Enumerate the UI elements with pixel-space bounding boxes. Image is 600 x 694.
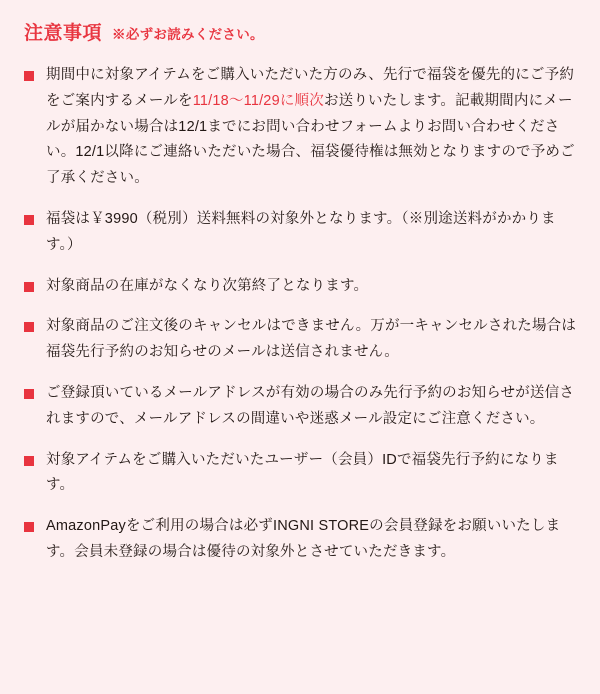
list-item [22, 274, 578, 300]
list-item-text [46, 274, 578, 300]
highlighted-text: 11/18〜11/29に順次 [192, 92, 324, 109]
notice-list [22, 63, 578, 566]
body-text: 福袋は￥3990（税別）送料無料の対象外となります。（※別途送料がかかります。） [46, 210, 556, 253]
body-text: 期間中に対象アイテムをご購入いただいた方のみ、先行で福袋を優先的にご予約をご案内するメールを [46, 67, 575, 109]
page-title-sub: ※必ずお読みください。 [112, 27, 264, 42]
square-bullet-icon [24, 322, 34, 332]
square-bullet-icon [24, 389, 34, 399]
body-text: 対象商品のご注文後のキャンセルはできません。万が一キャンセルされた場合は福袋先行予約のお知らせのメールは送信されません。 [46, 318, 577, 361]
list-item-text [46, 514, 578, 566]
page-title-main: 注意事項 [24, 23, 103, 44]
list-item [22, 314, 578, 366]
list-item-text [46, 448, 578, 500]
list-item-text [46, 381, 578, 433]
list-item [22, 381, 578, 433]
page-title [24, 18, 578, 45]
list-item-text [46, 314, 578, 366]
body-text: 対象商品の在庫がなくなり次第終了となります。 [46, 277, 369, 294]
square-bullet-icon [24, 456, 34, 466]
list-item-text [46, 63, 578, 192]
list-item-text [46, 207, 578, 259]
list-item [22, 63, 578, 192]
list-item [22, 448, 578, 500]
square-bullet-icon [24, 215, 34, 225]
body-text: ご登録頂いているメールアドレスが有効の場合のみ先行予約のお知らせが送信されますので、メールアドレスの間違いや迷惑メール設定にご注意ください。 [46, 384, 575, 427]
square-bullet-icon [24, 522, 34, 532]
list-item [22, 207, 578, 259]
body-text: お送りいたします。記載期間内にメールが届かない場合は12/1までにお問い合わせフォームよりお問い合わせください。12/1以降にご連絡いただいた場合、福袋優待権は無効となりますので予めご了承ください。 [46, 92, 575, 187]
list-item [22, 514, 578, 566]
square-bullet-icon [24, 282, 34, 292]
square-bullet-icon [24, 71, 34, 81]
body-text: 対象アイテムをご購入いただいたユーザー（会員）IDで福袋先行予約になります。 [46, 451, 559, 494]
body-text: AmazonPayをご利用の場合は必ずINGNI STOREの会員登録をお願いいたします。会員未登録の場合は優待の対象外とさせていただきます。 [46, 518, 561, 560]
